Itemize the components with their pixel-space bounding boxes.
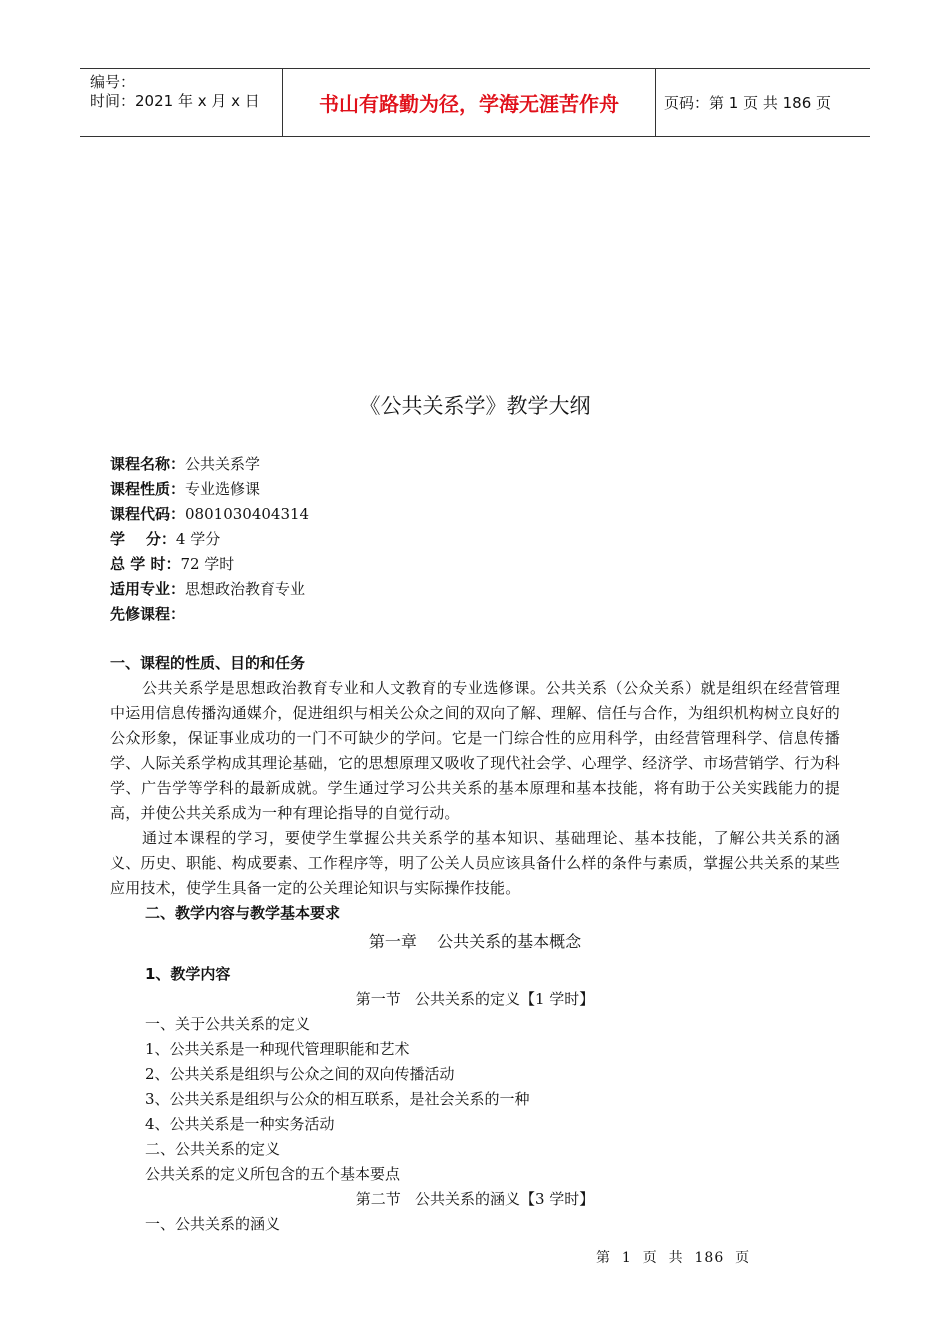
page-footer: 第 1 页 共 186 页 — [596, 1250, 751, 1266]
course-code-value: 0801030404314 — [185, 505, 310, 523]
teaching-content-heading: 1、教学内容 — [145, 965, 231, 983]
course-credit-label: 学 分： — [110, 530, 176, 548]
list-item: 4、公共关系是一种实务活动 — [145, 1115, 335, 1133]
motto: 书山有路勤为径，学海无涯苦作舟 — [319, 92, 619, 116]
number-label: 编号： — [90, 73, 136, 91]
page-info: 页码：第 1 页 共 186 页 — [664, 94, 832, 112]
course-name-row — [110, 452, 309, 477]
date-label: 时间：2021 年 x 月 x 日 — [90, 92, 260, 110]
list-item: 一、公共关系的涵义 — [145, 1215, 281, 1233]
list-item: 1、公共关系是一种现代管理职能和艺术 — [145, 1040, 410, 1058]
course-hours-value: 72 学时 — [180, 555, 235, 573]
section-2-title: 第二节 公共关系的涵义【3 学时】 — [355, 1190, 595, 1208]
course-nature-value: 专业选修课 — [185, 480, 261, 498]
course-prereq-label: 先修课程： — [110, 605, 186, 623]
course-code-label: 课程代码： — [110, 505, 186, 523]
course-nature-label: 课程性质： — [110, 480, 186, 498]
course-name-label: 课程名称： — [110, 455, 186, 473]
section-1-heading: 一、课程的性质、目的和任务 — [110, 654, 306, 672]
document-title: 《公共关系学》教学大纲 — [359, 394, 591, 418]
list-item: 二、公共关系的定义 — [145, 1140, 281, 1158]
list-item: 3、公共关系是组织与公众的相互联系，是社会关系的一种 — [145, 1090, 530, 1108]
course-major-label: 适用专业： — [110, 580, 186, 598]
header-meta-cell — [80, 69, 282, 136]
course-code-row — [110, 502, 309, 527]
section-2-heading: 二、教学内容与教学基本要求 — [145, 904, 341, 922]
section-1-paragraph-1: 公共关系学是思想政治教育专业和人文教育的专业选修课。公共关系（公众关系）就是组织在经营管理中运用信息传播沟通媒介，促进组织与相关公众之间的双向了解、理解、信任与合作，为组织机构树立良好的公众形象，保证事业成功的一门不可缺少的学问。它是一门综合性的应用科学，由经营管理科学、信息传播学、人际关系学构成其理论基础，它的思想原理又吸收了现代社会学、心理学、经济学、市场营销学、行为科学、广告学等学科的最新成就。学生通过学习公共关系的基本原理和基本技能，将有助于公关实践能力的提高，并使公共关系成为一种有理论指导的自觉行动。 — [110, 679, 840, 822]
course-hours-label: 总 学 时： — [110, 555, 181, 573]
course-credit-row — [110, 527, 309, 552]
course-name-value: 公共关系学 — [185, 455, 261, 473]
chapter-1-title: 第一章 公共关系的基本概念 — [368, 932, 582, 951]
section-1-title: 第一节 公共关系的定义【1 学时】 — [355, 990, 595, 1008]
course-major-value: 思想政治教育专业 — [185, 580, 306, 598]
section-1 — [110, 651, 840, 901]
course-info — [110, 452, 309, 627]
course-credit-value: 4 学分 — [175, 530, 221, 548]
list-item: 2、公共关系是组织与公众之间的双向传播活动 — [145, 1065, 455, 1083]
course-prereq-row — [110, 602, 309, 627]
course-major-row — [110, 577, 309, 602]
course-nature-row — [110, 477, 309, 502]
header-table — [80, 68, 870, 137]
section-1-paragraph-2: 通过本课程的学习，要使学生掌握公共关系学的基本知识、基础理论、基本技能，了解公共关系的涵义、历史、职能、构成要素、工作程序等，明了公关人员应该具备什么样的条件与素质，掌握公共关系的某些应用技术，使学生具备一定的公关理论知识与实际操作技能。 — [110, 829, 840, 897]
list-item: 公共关系的定义所包含的五个基本要点 — [145, 1165, 401, 1183]
list-item: 一、关于公共关系的定义 — [145, 1015, 311, 1033]
course-hours-row — [110, 552, 309, 577]
